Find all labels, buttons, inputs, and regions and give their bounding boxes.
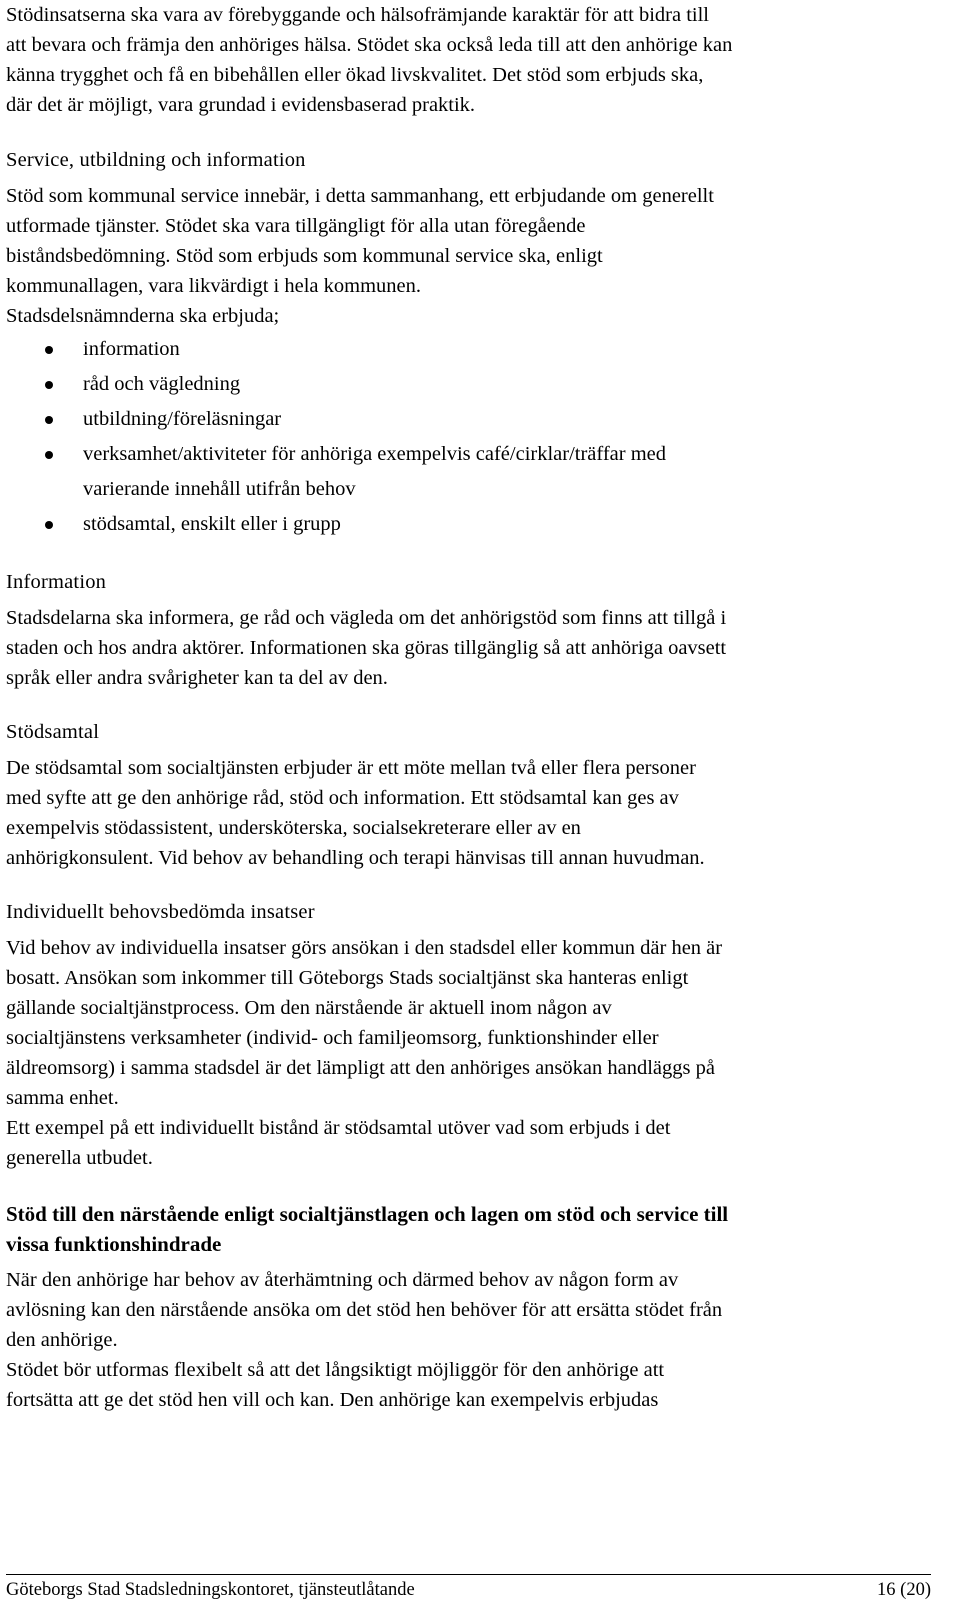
text-line: Stödet bör utformas flexibelt så att det långsiktigt möjliggör för den anhörige att: [6, 1359, 665, 1381]
text-line: bosatt. Ansökan som inkommer till Göteborgs Stads socialtjänst ska hanteras enligt: [6, 967, 689, 989]
text-line: Stöd som kommunal service innebär, i detta sammanhang, ett erbjudande om generellt: [6, 185, 714, 207]
text-line: anhörigkonsulent. Vid behov av behandling och terapi hänvisas till annan huvudman.: [6, 847, 705, 869]
bullet-icon: [45, 416, 53, 424]
bullet-icon: [45, 521, 53, 529]
bullet-icon: [45, 346, 53, 354]
bullet-icon: [45, 381, 53, 389]
text-line: samma enhet.: [6, 1087, 119, 1109]
bullet-list: [6, 332, 936, 542]
text-line: generella utbudet.: [6, 1147, 153, 1169]
footer-divider: [6, 1574, 931, 1575]
intro-paragraph: [6, 0, 936, 120]
text-line: När den anhörige har behov av återhämtning och därmed behov av någon form av: [6, 1269, 679, 1291]
text-line: att bevara och främja den anhöriges hälsa. Stödet ska också leda till att den anhörige kan: [6, 34, 733, 56]
text-line: språk eller andra svårigheter kan ta del av den.: [6, 667, 388, 689]
text-line: exempelvis stödassistent, undersköterska, socialsekreterare eller av en: [6, 817, 581, 839]
section-individuellt: [6, 897, 936, 1173]
text-line: Ett exempel på ett individuellt bistånd är stödsamtal utöver vad som erbjuds i det: [6, 1117, 671, 1139]
document-page: [6, 0, 936, 1415]
section-heading-bold: Stöd till den närstående enligt socialtjänstlagen och lagen om stöd och service till: [6, 1202, 729, 1226]
text-line: Vid behov av individuella insatser görs ansökan i den stadsdel eller kommun där hen är: [6, 937, 723, 959]
list-item: information: [6, 332, 936, 367]
text-line: fortsätta att ge det stöd hen vill och kan. Den anhörige kan exempelvis erbjudas: [6, 1389, 659, 1411]
footer-title: Göteborgs Stad Stadsledningskontoret, tjänsteutlåtande: [6, 1580, 415, 1600]
text-line: socialtjänstens verksamheter (individ- och familjeomsorg, funktionshinder eller: [6, 1027, 659, 1049]
text-line: där det är möjligt, vara grundad i evidensbaserad praktik.: [6, 94, 476, 116]
list-item: verksamhet/aktiviteter för anhöriga exempelvis café/cirklar/träffar med varierande innehåll utifrån behov: [6, 437, 936, 507]
text-line: Stadsdelarna ska informera, ge råd och vägleda om det anhörigstöd som finns att tillgå i: [6, 607, 727, 629]
section-heading: Information: [6, 571, 107, 593]
text-line: De stödsamtal som socialtjänsten erbjuder är ett möte mellan två eller flera personer: [6, 757, 696, 779]
section-stod-narstaende: [6, 1199, 936, 1415]
text-line: med syfte att ge den anhörige råd, stöd och information. Ett stödsamtal kan ges av: [6, 787, 679, 809]
list-item: råd och vägledning: [6, 367, 936, 402]
section-heading: Stödsamtal: [6, 721, 100, 743]
text-line: känna trygghet och få en bibehållen eller ökad livskvalitet. Det stöd som erbjuds ska,: [6, 64, 704, 86]
section-stodsamtal: [6, 717, 936, 873]
section-heading: Individuellt behovsbedömda insatser: [6, 901, 315, 923]
text-line: Stadsdelsnämnderna ska erbjuda;: [6, 305, 280, 327]
section-service: [6, 145, 936, 542]
text-line: Stödinsatserna ska vara av förebyggande och hälsofrämjande karaktär för att bidra till: [6, 4, 709, 26]
text-line: kommunallagen, vara likvärdigt i hela kommunen.: [6, 275, 422, 297]
text-line: staden och hos andra aktörer. Informationen ska göras tillgänglig så att anhöriga oavsett: [6, 637, 727, 659]
text-line: utformade tjänster. Stödet ska vara tillgängligt för alla utan föregående: [6, 215, 586, 237]
list-item: utbildning/föreläsningar: [6, 402, 936, 437]
text-line: biståndsbedömning. Stöd som erbjuds som kommunal service ska, enligt: [6, 245, 603, 267]
page-number: 16 (20): [877, 1580, 931, 1600]
text-line: gällande socialtjänstprocess. Om den närstående är aktuell inom någon av: [6, 997, 612, 1019]
text-line: äldreomsorg) i samma stadsdel är det lämpligt att den anhöriges ansökan handläggs på: [6, 1057, 715, 1079]
list-item: stödsamtal, enskilt eller i grupp: [6, 507, 936, 542]
section-heading: Service, utbildning och information: [6, 149, 306, 171]
page-footer: [6, 1577, 931, 1603]
text-line: avlösning kan den närstående ansöka om det stöd hen behöver för att ersätta stödet från: [6, 1299, 723, 1321]
bullet-icon: [45, 451, 53, 459]
section-information: [6, 567, 936, 693]
text-line: den anhörige.: [6, 1329, 118, 1351]
section-heading-bold: vissa funktionshindrade: [6, 1232, 222, 1256]
